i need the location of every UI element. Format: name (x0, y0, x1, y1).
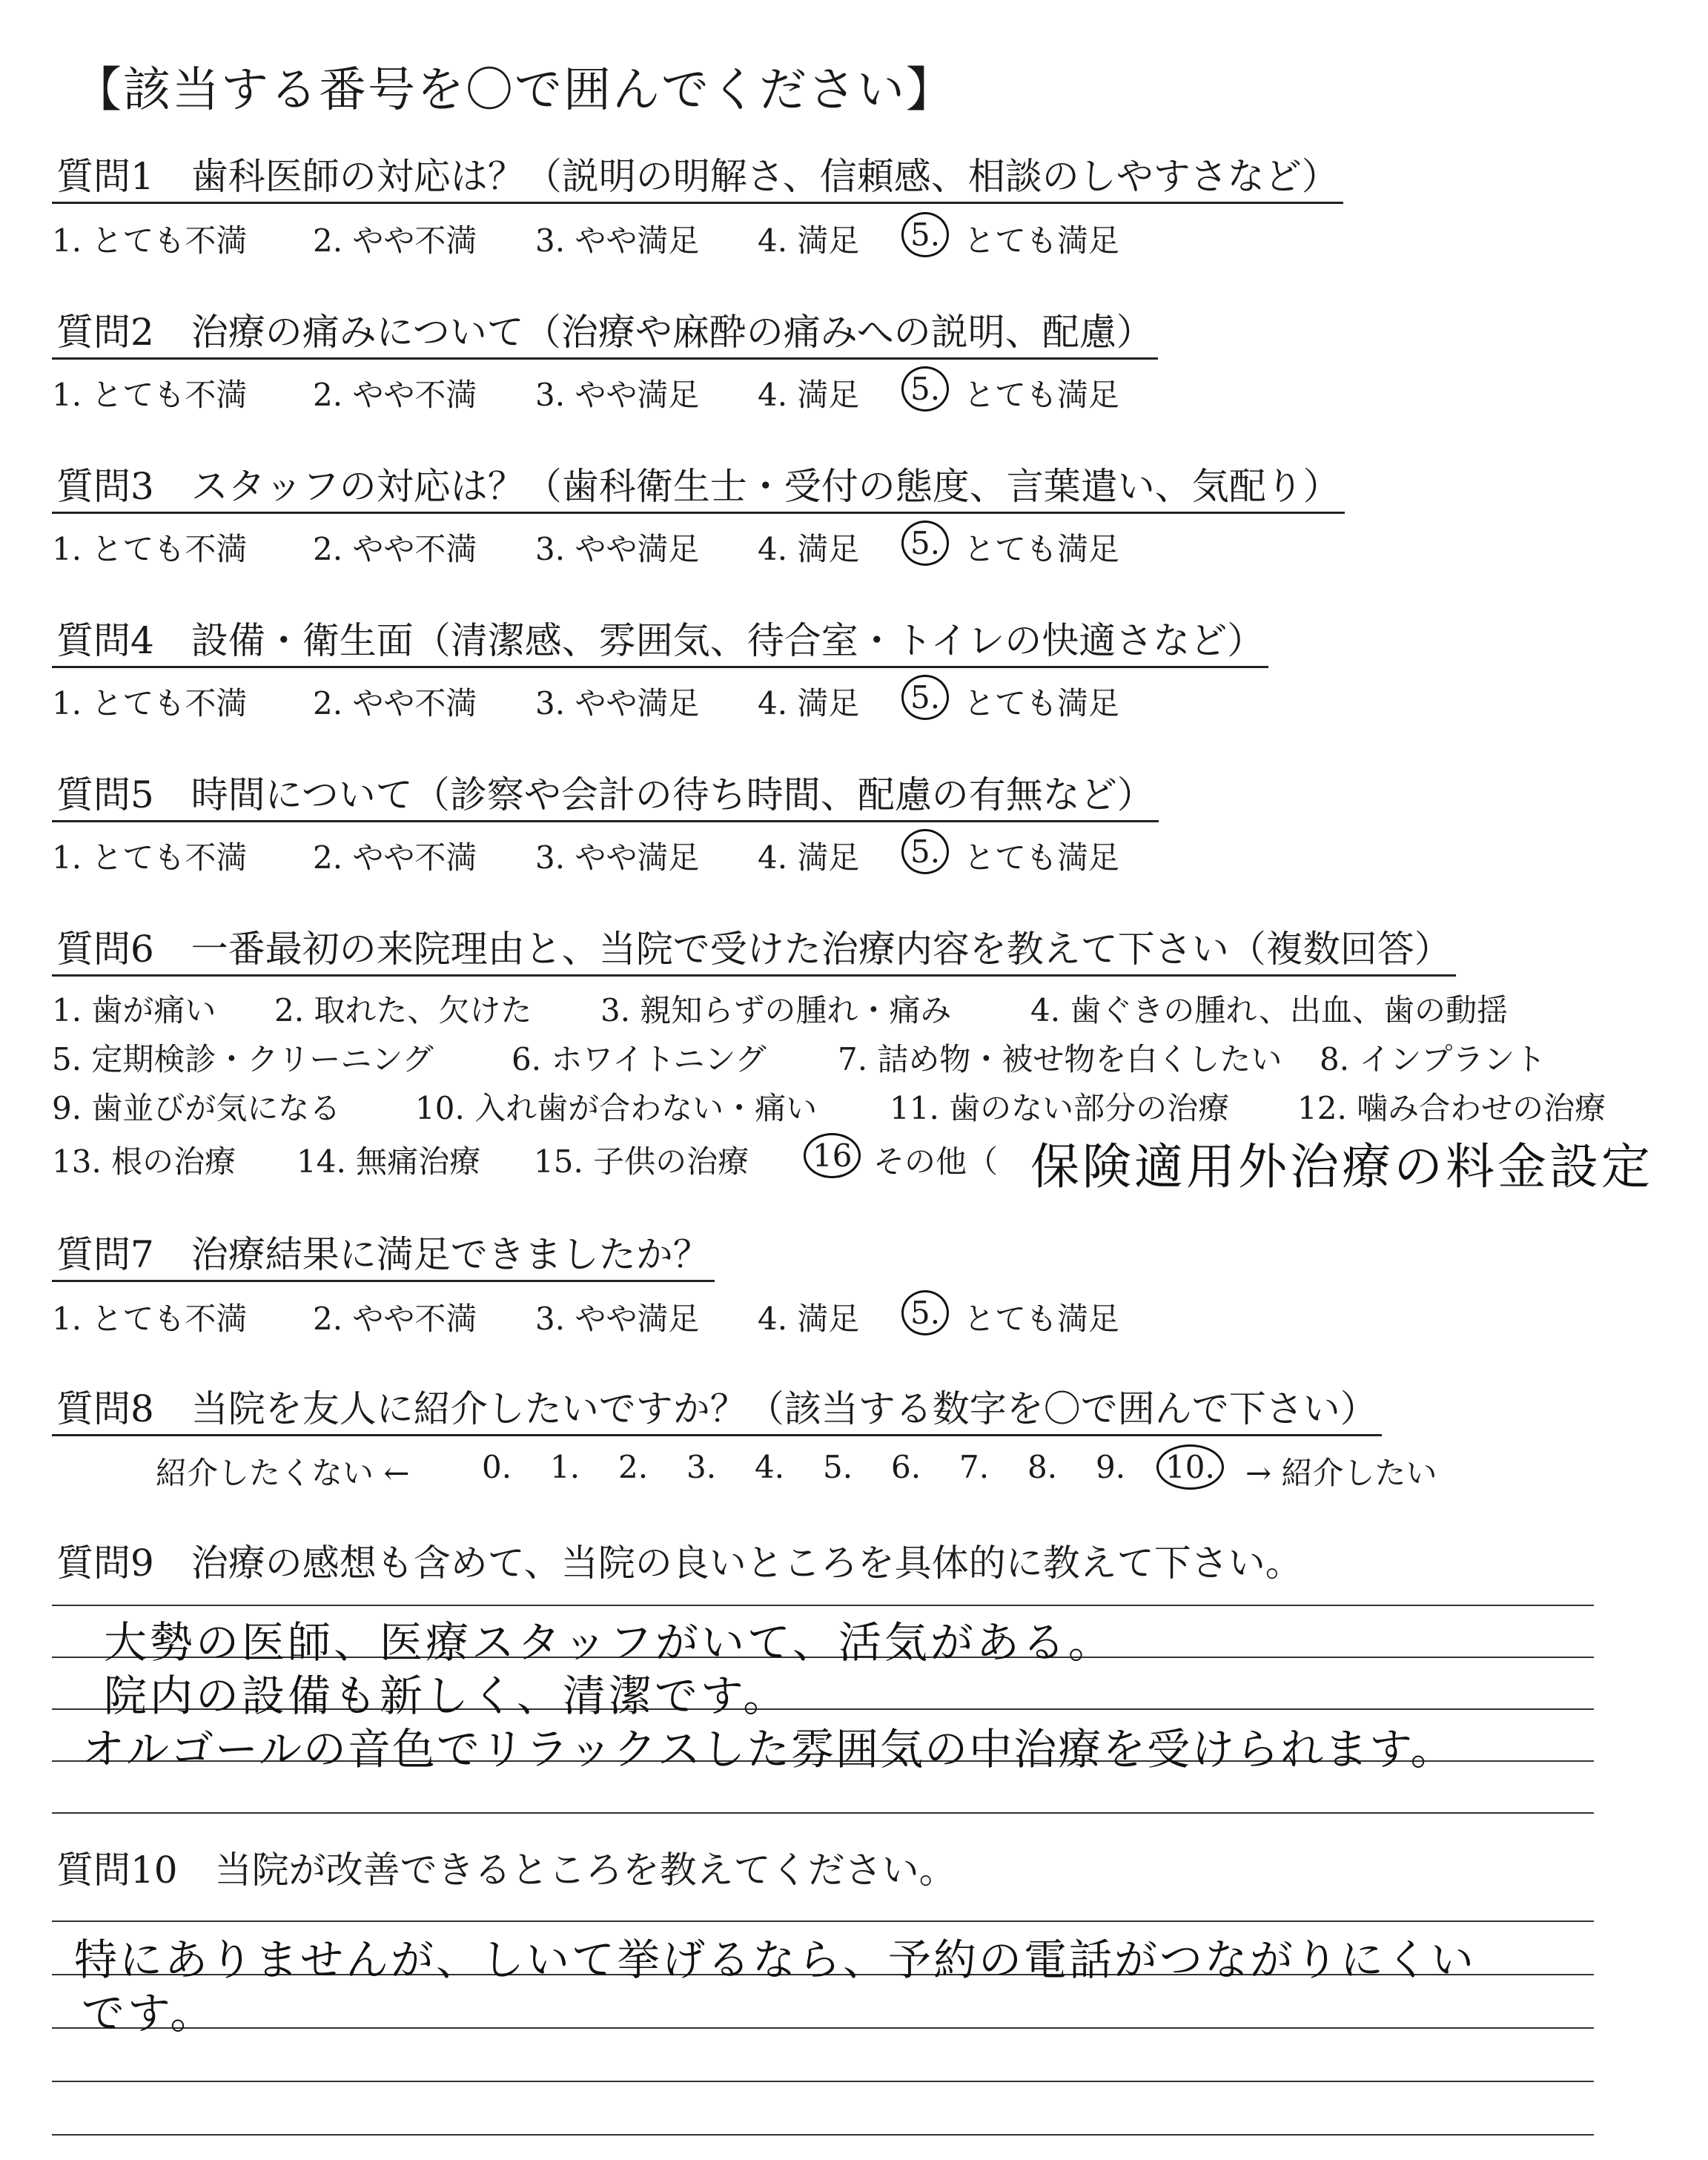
reason-option[interactable]: 7. 詰め物・被せ物を白くしたい (838, 1041, 1282, 1077)
option-5-label: とても満足 (964, 377, 1120, 413)
option-3[interactable]: 3. やや満足 (535, 531, 700, 567)
option-5-selected[interactable]: 5. (910, 371, 941, 407)
option-2[interactable]: 2. やや不満 (313, 685, 477, 721)
reason-option[interactable]: 4. 歯ぐきの腫れ、出血、歯の動揺 (1030, 992, 1508, 1028)
option-2[interactable]: 2. やや不満 (313, 531, 477, 567)
survey-header: 【該当する番号を〇で囲んでください】 (74, 63, 955, 118)
option-1[interactable]: 1. とても不満 (52, 685, 248, 721)
answer-line (52, 1605, 1594, 1606)
reason-option[interactable]: 9. 歯並びが気になる (52, 1090, 341, 1126)
answer-line (52, 1920, 1594, 1922)
option-5-selected[interactable]: 5. (910, 833, 941, 870)
score-option[interactable]: 6. (891, 1449, 921, 1485)
reason-option[interactable]: 13. 根の治療 (52, 1143, 236, 1180)
answer-line (52, 1812, 1594, 1814)
option-5-selected[interactable]: 5. (910, 217, 941, 253)
option-3[interactable]: 3. やや満足 (535, 685, 700, 721)
question-1-options (52, 217, 1120, 259)
reason-option-16-selected[interactable]: 16 (812, 1137, 853, 1174)
reason-option[interactable]: 2. 取れた、欠けた (274, 992, 532, 1028)
question-8-title: 質問8 当院を友人に紹介したいですか？（該当する数字を〇で囲んで下さい） (52, 1387, 1382, 1436)
option-1[interactable]: 1. とても不満 (52, 1301, 248, 1337)
score-option[interactable]: 9. (1096, 1449, 1126, 1485)
option-4[interactable]: 4. 満足 (758, 685, 860, 721)
option-3[interactable]: 3. やや満足 (535, 1301, 700, 1337)
q9-answer-line-1: 大勢の医師、医療スタッフがいて、活気がある。 (104, 1617, 1114, 1668)
reason-option[interactable]: 1. 歯が痛い (52, 992, 216, 1028)
option-4[interactable]: 4. 満足 (758, 1301, 860, 1337)
question-10-title: 質問10 当院が改善できるところを教えてください。 (56, 1849, 956, 1892)
option-5-label: とても満足 (964, 685, 1120, 721)
score-option[interactable]: 3. (686, 1449, 717, 1485)
question-3-options (52, 525, 1120, 567)
q9-answer-line-2: 院内の設備も新しく、清潔です。 (104, 1671, 790, 1721)
reason-option[interactable]: 5. 定期検診・クリーニング (52, 1041, 434, 1077)
option-1[interactable]: 1. とても不満 (52, 377, 248, 413)
reason-option[interactable]: 12. 噛み合わせの治療 (1297, 1090, 1606, 1126)
score-option[interactable]: 1. (550, 1449, 580, 1485)
reason-option[interactable]: 8. インプラント (1320, 1041, 1546, 1077)
option-1[interactable]: 1. とても不満 (52, 531, 248, 567)
reason-option[interactable]: 3. 親知らずの腫れ・痛み (600, 992, 952, 1028)
question-7-title: 質問7 治療結果に満足できましたか？ (52, 1232, 715, 1282)
score-option-10-selected[interactable]: 10. (1165, 1449, 1215, 1485)
option-5-selected[interactable]: 5. (910, 525, 941, 561)
question-5-title: 質問5 時間について（診察や会計の待ち時間、配慮の有無など） (52, 773, 1159, 822)
question-1-title: 質問1 歯科医師の対応は？（説明の明解さ、信頼感、相談のしやすさなど） (52, 154, 1343, 204)
question-2-title: 質問2 治療の痛みについて（治療や麻酔の痛みへの説明、配慮） (52, 310, 1158, 360)
score-option[interactable]: 8. (1027, 1449, 1058, 1485)
answer-line (52, 2081, 1594, 2082)
score-option[interactable]: 0. (482, 1449, 512, 1485)
option-5-label: とても満足 (964, 839, 1120, 876)
question-9-title: 質問9 治療の感想も含めて、当院の良いところを具体的に教えて下さい。 (56, 1542, 1302, 1585)
question-4-title: 質問4 設備・衛生面（清潔感、雰囲気、待合室・トイレの快適さなど） (52, 618, 1268, 668)
option-5-selected[interactable]: 5. (910, 1295, 941, 1331)
reason-option[interactable]: 6. ホワイトニング (512, 1041, 767, 1077)
option-4[interactable]: 4. 満足 (758, 839, 860, 876)
question-8-scale (156, 1449, 1437, 1491)
option-3[interactable]: 3. やや満足 (535, 839, 700, 876)
option-2[interactable]: 2. やや不満 (313, 222, 477, 259)
option-4[interactable]: 4. 満足 (758, 222, 860, 259)
q10-answer-line-2: です。 (82, 1988, 216, 2038)
score-option[interactable]: 4. (755, 1449, 785, 1485)
option-4[interactable]: 4. 満足 (758, 531, 860, 567)
option-3[interactable]: 3. やや満足 (535, 377, 700, 413)
reason-option[interactable]: 14. 無痛治療 (297, 1143, 481, 1180)
option-2[interactable]: 2. やや不満 (313, 839, 477, 876)
question-2-options (52, 371, 1120, 413)
option-1[interactable]: 1. とても不満 (52, 839, 248, 876)
other-label: その他（ (873, 1143, 999, 1180)
question-3-title: 質問3 スタッフの対応は？（歯科衛生士・受付の態度、言葉遣い、気配り） (52, 464, 1345, 514)
question-7-options (52, 1295, 1120, 1337)
option-3[interactable]: 3. やや満足 (535, 222, 700, 259)
option-5-label: とても満足 (964, 531, 1120, 567)
reason-option[interactable]: 15. 子供の治療 (534, 1143, 749, 1180)
option-2[interactable]: 2. やや不満 (313, 1301, 477, 1337)
q10-answer-line-1: 特にありませんが、しいて挙げるなら、予約の電話がつながりにくい (74, 1935, 1477, 1985)
other-answer-handwritten: 保険適用外治療の料金設定 (1030, 1138, 1653, 1195)
scale-left-label: 紹介したくない ← (156, 1455, 410, 1491)
scale-right-label: → 紹介したい (1245, 1455, 1437, 1491)
question-6-title: 質問6 一番最初の来院理由と、当院で受けた治療内容を教えて下さい（複数回答） (52, 927, 1456, 977)
answer-line (52, 2134, 1594, 2136)
question-4-options (52, 679, 1120, 721)
option-5-label: とても満足 (964, 1301, 1120, 1337)
reason-option[interactable]: 11. 歯のない部分の治療 (890, 1090, 1230, 1126)
option-4[interactable]: 4. 満足 (758, 377, 860, 413)
option-2[interactable]: 2. やや不満 (313, 377, 477, 413)
reason-option[interactable]: 10. 入れ歯が合わない・痛い (415, 1090, 818, 1126)
score-option[interactable]: 7. (959, 1449, 990, 1485)
score-option[interactable]: 2. (618, 1449, 649, 1485)
question-5-options (52, 833, 1120, 876)
answer-line (52, 2027, 1594, 2029)
option-1[interactable]: 1. とても不満 (52, 222, 248, 259)
option-5-selected[interactable]: 5. (910, 679, 941, 716)
score-option[interactable]: 5. (823, 1449, 853, 1485)
question-6-row-4 (52, 1137, 999, 1180)
q9-answer-line-3: オルゴールの音色でリラックスした雰囲気の中治療を受けられます。 (82, 1724, 1455, 1774)
option-5-label: とても満足 (964, 222, 1120, 259)
